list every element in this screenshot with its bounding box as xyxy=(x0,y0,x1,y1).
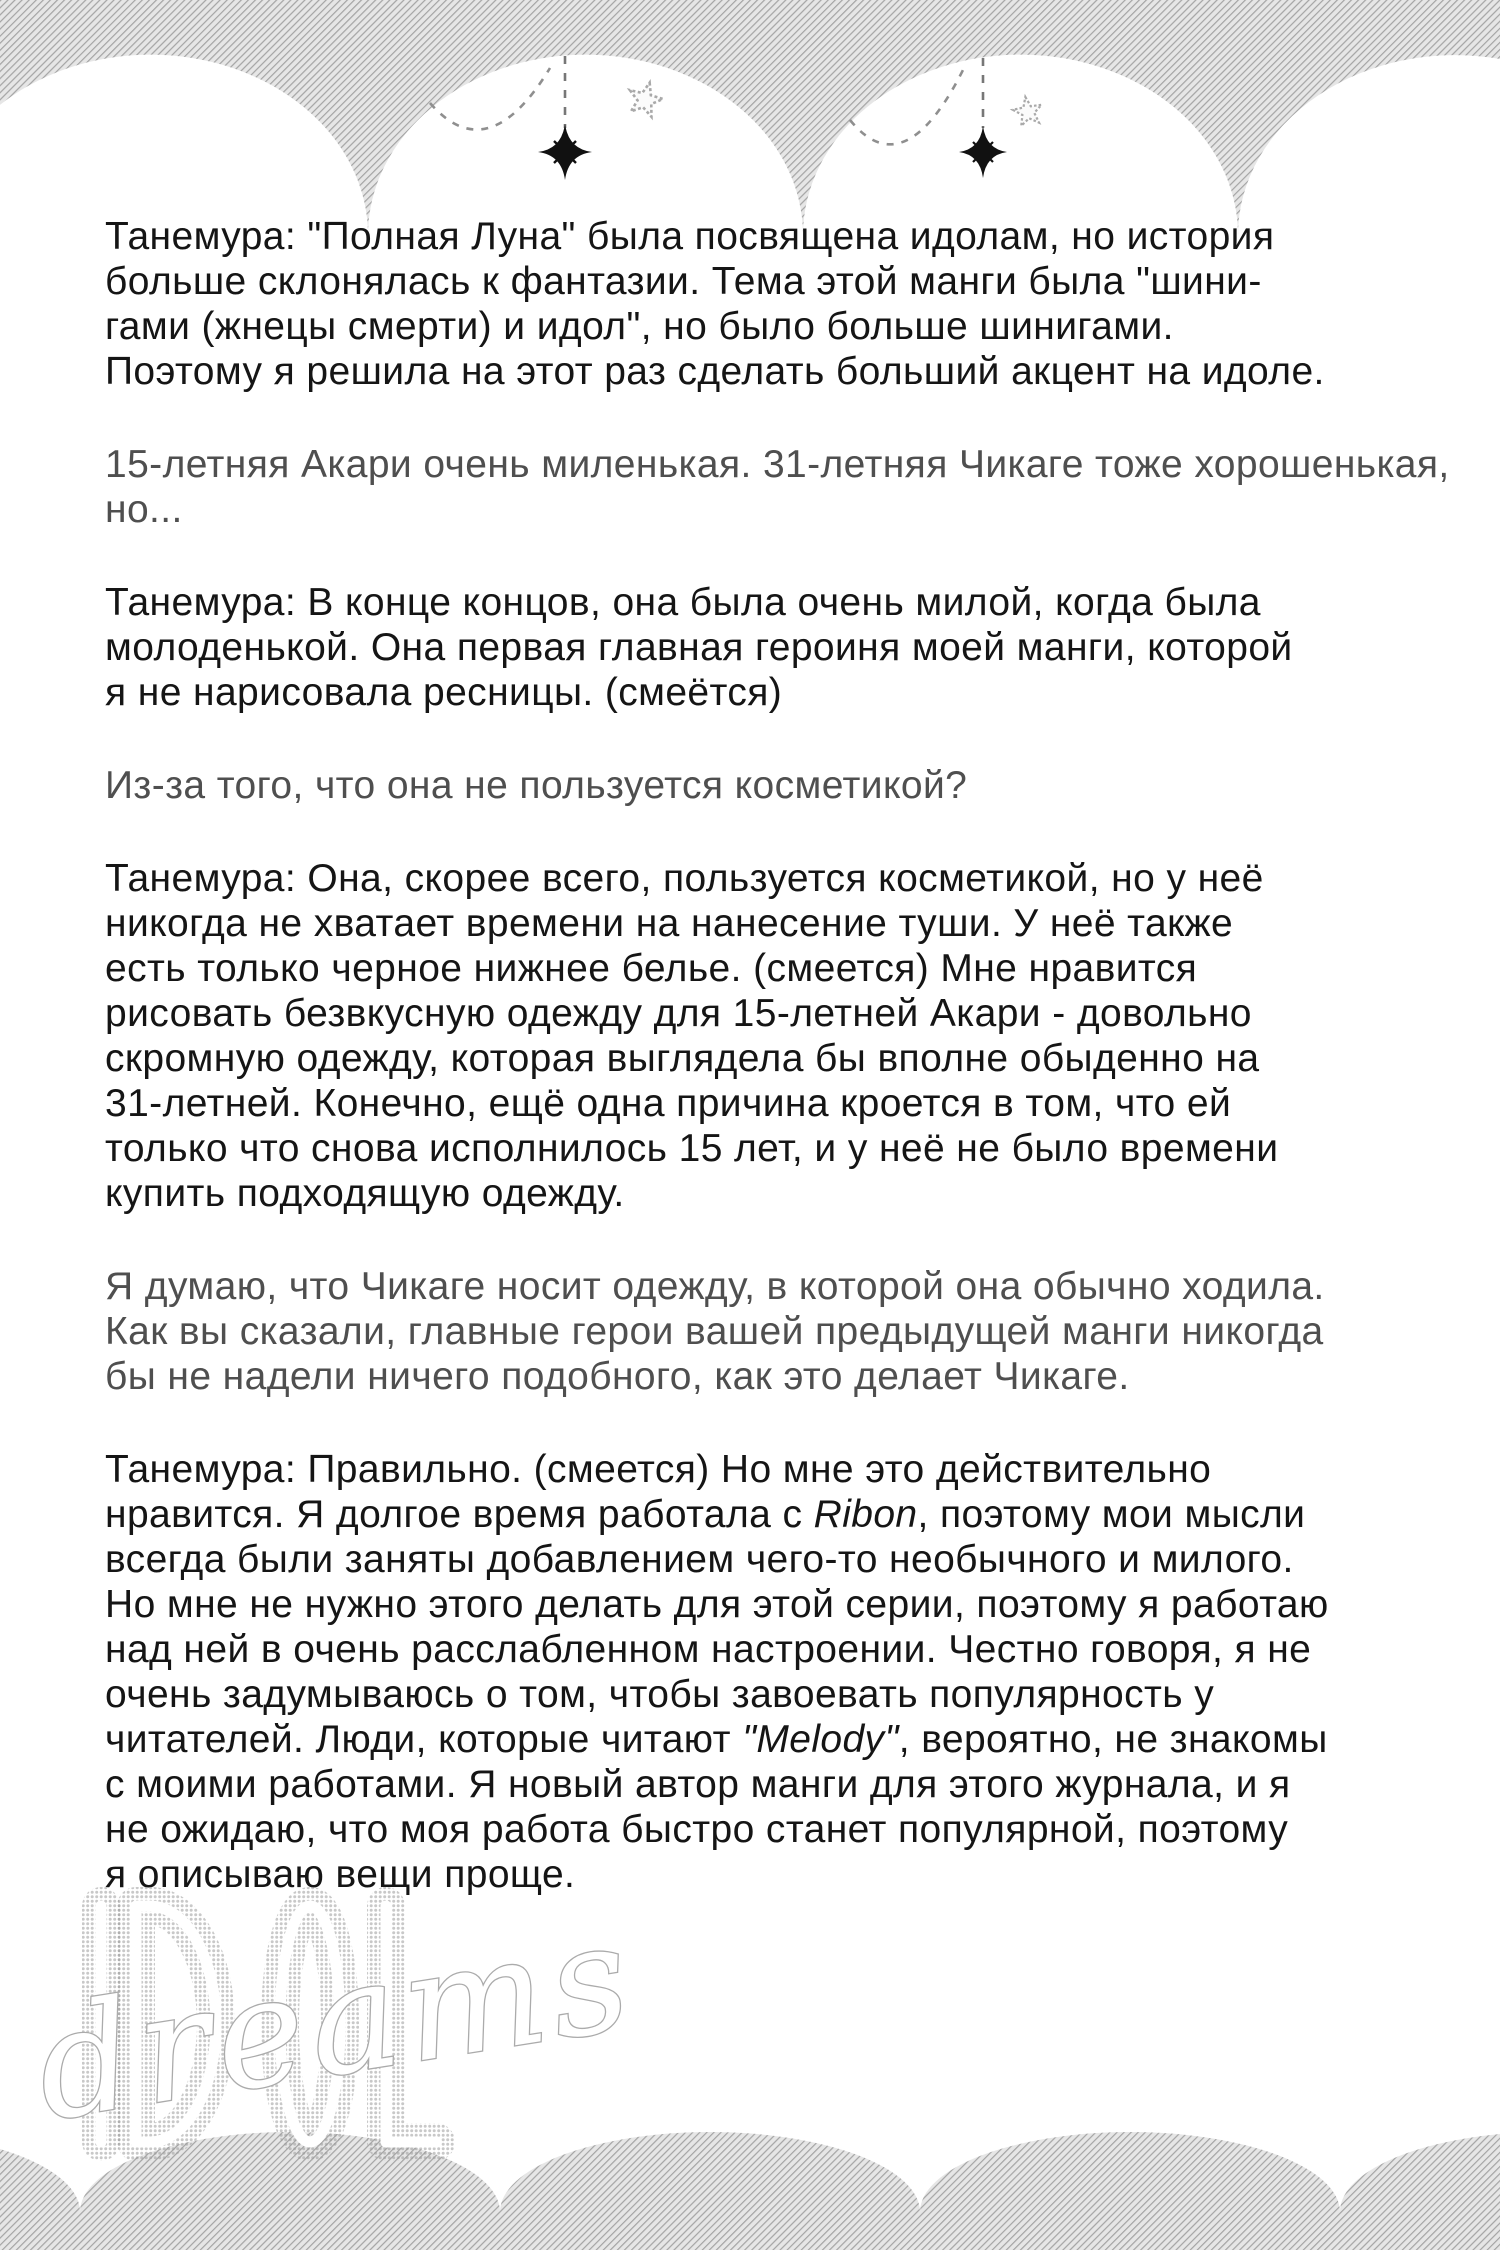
text-line: Но мне не нужно этого делать для этой серии, поэтому я работаю xyxy=(105,1583,1329,1626)
text-line: гами (жнецы смерти) и идол", но было больше шинигами. xyxy=(105,305,1174,348)
interview-paragraph-tanemura xyxy=(105,1447,1415,1897)
text-line: Поэтому я решила на этот раз сделать больший акцент на идоле. xyxy=(105,350,1325,393)
text-line: молоденькой. Она первая главная героиня моей манги, которой xyxy=(105,626,1293,669)
scallop-band xyxy=(0,0,1500,235)
interview-paragraph-interviewer xyxy=(105,442,1450,532)
text-line: очень задумываюсь о том, чтобы завоевать популярность у xyxy=(105,1673,1215,1716)
text-line: 15-летняя Акари очень миленькая. 31-летняя Чикаге тоже хорошенькая, xyxy=(105,443,1450,486)
logo-dreams-script: dreams xyxy=(24,1889,646,2156)
text-line: 31-летней. Конечно, ещё одна причина кроется в том, что ей xyxy=(105,1082,1232,1125)
text-line: рисовать безвкусную одежду для 15-летней Акари - довольно xyxy=(105,992,1252,1035)
interview-text xyxy=(105,214,1450,1945)
text-line: купить подходящую одежду. xyxy=(105,1172,625,1215)
interview-paragraph-tanemura xyxy=(105,580,1415,715)
text-line: есть только черное нижнее белье. (смеется) Мне нравится xyxy=(105,947,1198,990)
text-line: Танемура: В конце концов, она была очень милой, когда была xyxy=(105,581,1261,624)
text-line: с моими работами. Я новый автор манги для этого журнала, и я xyxy=(105,1763,1291,1806)
outline-star-icon xyxy=(625,78,666,118)
text-line: Из-за того, что она не пользуется косметикой? xyxy=(105,764,968,807)
sparkle-star-icon xyxy=(538,124,592,180)
text-line: но... xyxy=(105,488,183,531)
text-line: я не нарисовала ресницы. (смеётся) xyxy=(105,671,783,714)
text-line: нравится. Я долгое время работала с Ribon, поэтому мои мысли xyxy=(105,1493,1306,1536)
interview-paragraph-tanemura xyxy=(105,214,1415,394)
text-line: я описываю вещи проще. xyxy=(105,1853,576,1896)
text-line: читателей. Люди, которые читают "Melody", вероятно, не знакомы xyxy=(105,1718,1328,1761)
outline-star-icon xyxy=(1011,94,1044,126)
interview-paragraph-tanemura xyxy=(105,856,1415,1216)
text-line: никогда не хватает времени на нанесение туши. У неё также xyxy=(105,902,1234,945)
text-line: скромную одежду, которая выглядела бы вполне обыденно на xyxy=(105,1037,1260,1080)
text-line: не ожидаю, что моя работа быстро станет популярной, поэтому xyxy=(105,1808,1289,1851)
text-line: Танемура: Она, скорее всего, пользуется косметикой, но у неё xyxy=(105,857,1264,900)
text-line: всегда были заняты добавлением чего-то необычного и милого. xyxy=(105,1538,1294,1581)
idol-dreams-logo xyxy=(0,1850,700,2250)
text-line: бы не надели ничего подобного, как это делает Чикаге. xyxy=(105,1355,1130,1398)
text-line: Танемура: "Полная Луна" была посвящена идолам, но история xyxy=(105,215,1275,258)
text-line: Как вы сказали, главные герои вашей предыдущей манги никогда xyxy=(105,1310,1324,1353)
text-line: только что снова исполнилось 15 лет, и у неё не было времени xyxy=(105,1127,1279,1170)
interview-paragraph-interviewer xyxy=(105,1264,1415,1399)
sparkle-star-icon xyxy=(959,126,1007,178)
text-line: Я думаю, что Чикаге носит одежду, в которой она обычно ходила. xyxy=(105,1265,1325,1308)
text-line: Танемура: Правильно. (смеется) Но мне это действительно xyxy=(105,1448,1212,1491)
text-line: над ней в очень расслабленном настроении. Честно говоря, я не xyxy=(105,1628,1312,1671)
text-line: больше склонялась к фантазии. Тема этой манги была "шини- xyxy=(105,260,1262,303)
interview-paragraph-interviewer xyxy=(105,763,1415,808)
